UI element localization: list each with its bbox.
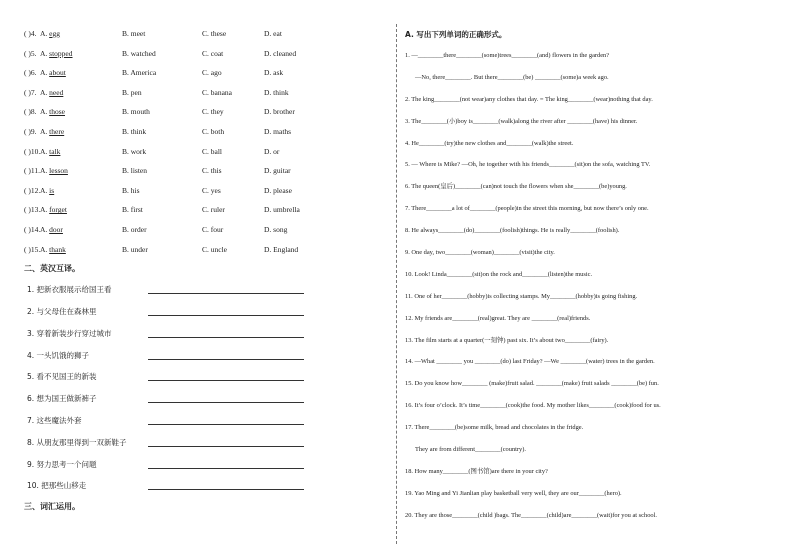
answer-line[interactable] [148,424,304,425]
option-c: C. yes [202,185,221,195]
option-d: D. think [264,87,289,97]
option-a-word: about [49,68,66,78]
question-line: 10. Look! Linda________(sit)on the rock and________(listen)the music. [405,270,593,278]
question-line: 2. The king________(not wear)any clothes that day. = The king________(wear)nothing that day. [405,95,653,103]
translation-prompt: 7. 这些魔法外套 [27,415,82,425]
option-a [40,44,73,64]
option-c: C. ball [202,146,222,156]
option-a-letter: A. [40,146,50,156]
option-a [40,122,64,142]
answer-line[interactable] [148,402,304,403]
option-a [40,181,54,201]
translation-item [24,301,384,323]
question-line: 5. — Where is Mike? —Oh, he together with his friends________(sit)on the sofa, watching TV. [405,161,651,169]
option-c: C. four [202,224,224,234]
question-line: 8. He always________(do)________(foolish)things. He is really________(foolish). [405,227,620,235]
option-a-word: there [49,126,65,136]
pronunciation-row [24,24,384,44]
option-a-letter: A. [40,48,50,58]
question-number: ( )13. [24,205,41,215]
option-b: B. listen [122,166,148,176]
option-a [40,142,60,162]
option-c: C. coat [202,48,224,58]
option-d: D. please [264,185,292,195]
pronunciation-row [24,83,384,103]
translation-prompt: 6. 想为国王做新裤子 [27,394,97,404]
translation-prompt: 8. 从朋友那里得到一双新鞋子 [27,437,127,447]
option-c: C. banana [202,87,232,97]
option-a [40,24,60,44]
option-c: C. these [202,29,227,38]
pronunciation-row [24,240,384,260]
option-c: C. they [202,107,224,117]
option-a [40,83,63,103]
question-number: ( )15. [24,244,41,254]
question-number: ( )4. [24,29,37,38]
pronunciation-row [24,142,384,162]
translation-item [24,454,384,476]
section-3-title: 三、词汇运用。 [24,502,80,512]
option-a-letter: A. [40,126,50,136]
translation-item [24,345,384,367]
answer-line[interactable] [148,293,304,294]
translation-prompt: 2. 与父母住在森林里 [27,306,97,316]
question-number: ( )5. [24,48,37,58]
question-number: ( )10. [24,146,41,156]
answer-line[interactable] [148,337,304,338]
pronunciation-row [24,44,384,64]
pronunciation-row [24,122,384,142]
option-d: D. ask [264,68,284,78]
option-d: D. England [264,244,299,254]
option-a-letter: A. [40,107,50,117]
pronunciation-list [24,24,384,259]
question-number: ( )7. [24,87,37,97]
left-column [24,24,384,517]
question-line: 20. They are those________(child )bags. The________(child)are________(wait)for you at school. [405,511,657,519]
option-a-letter: A. [40,185,50,195]
question-number: ( )8. [24,107,37,117]
option-d: D. cleaned [264,48,297,58]
option-b: B. order [122,224,147,234]
question-line: 6. The queen(皇后)________(can)not touch the flowers when she________(be)young. [405,183,627,191]
option-d: D. guitar [264,166,291,176]
translation-prompt: 5. 看不见国王的新装 [27,372,97,382]
option-a [40,102,65,122]
question-line: 4. He________(try)the new clothes and________(walk)the street. [405,139,574,147]
option-a-letter: A. [40,68,50,78]
option-b: B. pen [122,87,142,97]
question-line: 11. One of her________(hobby)is collecting stamps. My________(hobby)is going fishing. [405,292,638,300]
option-c: C. ruler [202,205,225,215]
question-number: ( )6. [24,68,37,78]
option-b: B. under [122,244,148,254]
option-a-word: those [49,107,66,117]
option-b: B. watched [122,48,156,58]
option-a-word: lesson [49,166,68,176]
translation-list [24,279,384,497]
translation-item [24,475,384,497]
option-a [40,161,68,181]
option-a-letter: A. [40,244,50,254]
pronunciation-row [24,161,384,181]
right-column [405,24,785,527]
answer-line[interactable] [148,489,304,490]
pronunciation-row [24,200,384,220]
option-a-word: forget [49,205,67,215]
translation-prompt: 10. 把那些山移走 [27,481,87,491]
option-a [40,220,63,240]
translation-item [24,410,384,432]
translation-prompt: 4. 一头饥饿的狮子 [27,350,90,360]
answer-line[interactable] [148,315,304,316]
question-number: ( )14. [24,224,41,234]
option-d: D. brother [264,107,295,117]
answer-line[interactable] [148,468,304,469]
option-a-word: egg [49,29,61,38]
option-a-word: need [49,87,64,97]
question-line: 14. —What ________ you ________(do) last Friday? —We ________(water) trees in the garden. [405,358,655,366]
option-a [40,240,66,260]
translation-item [24,279,384,301]
question-line: 9. One day, two________(woman)________(visit)the city. [405,249,555,257]
option-a-letter: A. [40,205,50,215]
option-a-letter: A. [40,224,50,234]
option-a-word: is [49,185,55,195]
translation-item [24,388,384,410]
section-a-title: A. 写出下列单词的正确形式。 [405,30,507,39]
option-a-letter: A. [40,166,50,176]
option-b: B. think [122,126,147,136]
option-a [40,200,67,220]
option-a-word: thank [49,244,66,254]
translation-prompt: 9. 努力思考一个问题 [27,459,97,469]
option-a-letter: A. [40,87,50,97]
section-2-title: 二、英汉互译。 [24,264,80,274]
translation-prompt: 1. 把新衣服展示给国王看 [27,285,112,295]
option-b: B. meet [122,29,146,38]
translation-item [24,323,384,345]
question-line: 17. There________(be)some milk, bread and chocolates in the fridge. [405,424,584,432]
answer-line[interactable] [148,446,304,447]
question-number: ( )11. [24,166,40,176]
option-d: D. maths [264,126,292,136]
translation-item [24,366,384,388]
question-line: 7. There________a lot of________(people)in the street this morning, but now there’s only one. [405,205,649,213]
option-a [40,63,66,83]
question-line: —No, there________. But there________(be) ________(some)a week ago. [415,73,609,81]
question-line: They are from different________(country). [415,446,526,454]
question-line: 13. The film starts at a quarter(一刻钟) past six. It’s about two________(fairy). [405,336,609,344]
option-b: B. first [122,205,143,215]
option-d: D. eat [264,29,282,38]
answer-line[interactable] [148,380,304,381]
option-c: C. ago [202,68,222,78]
option-b: B. mouth [122,107,150,117]
question-line: 1. —________there________(some)trees________(and) flowers in the garden? [405,52,610,59]
question-number: ( )9. [24,126,37,136]
option-c: C. both [202,126,225,136]
option-c: C. this [202,166,222,176]
option-d: D. song [264,224,288,234]
option-a-letter: A. [40,29,50,38]
option-d: D. umbrella [264,205,300,215]
question-number: ( )12. [24,185,41,195]
question-line: 15. Do you know how________ (make)fruit salad. ________(make) fruit salads ________(be) fun. [405,380,659,388]
translation-item [24,432,384,454]
question-line: 16. It’s four o’clock. It’s time________(cook)the food. My mother likes________(cook)food for us. [405,402,661,410]
option-d: D. or [264,146,280,156]
option-a-word: talk [49,146,61,156]
answer-line[interactable] [148,359,304,360]
pronunciation-row [24,220,384,240]
pronunciation-row [24,63,384,83]
question-line: 12. My friends are________(real)great. They are ________(real)friends. [405,314,591,322]
question-line: 3. The________(小)boy is________(walk)along the river after ________(have) his dinner. [405,117,638,125]
question-line: 19. Yao Ming and Yi Jianlian play basketball very well, they are our________(hero). [405,489,622,497]
question-line: 18. How many________(图书馆)are there in your city? [405,467,548,475]
option-c: C. uncle [202,244,227,254]
option-b: B. work [122,146,147,156]
pronunciation-row [24,102,384,122]
option-b: B. his [122,185,140,195]
option-a-word: door [49,224,63,234]
option-a-word: stopped [49,48,73,58]
option-b: B. America [122,68,157,78]
column-divider [396,24,397,544]
pronunciation-row [24,181,384,201]
translation-prompt: 3. 穿着新装步行穿过城市 [27,328,112,338]
